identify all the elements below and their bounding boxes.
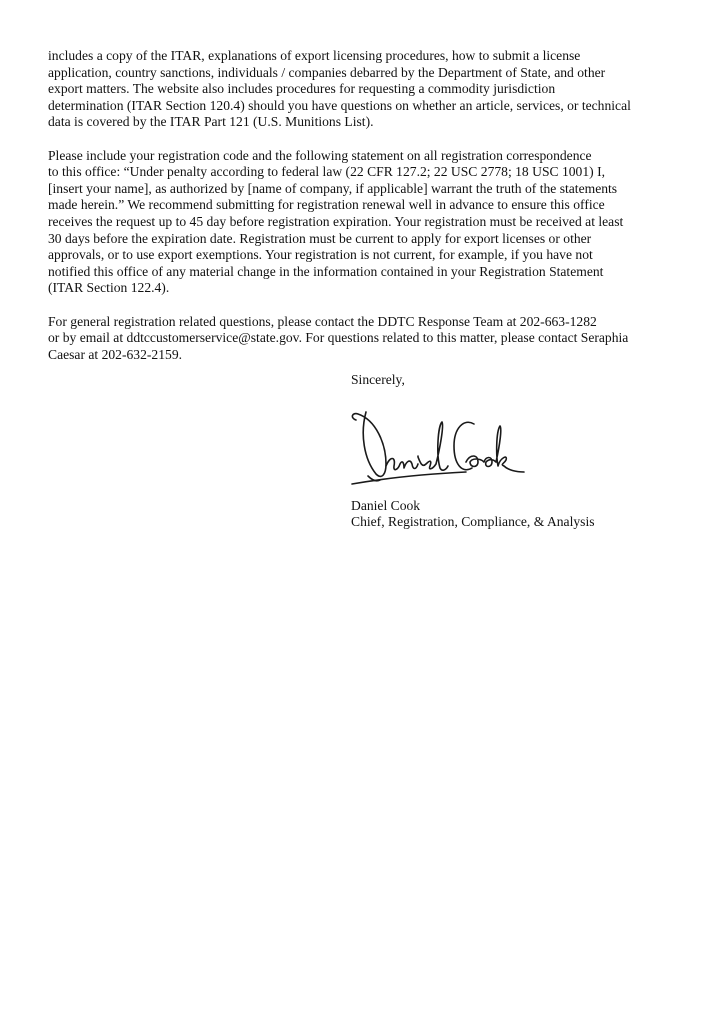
letter-closing: Sincerely,: [351, 372, 405, 387]
signer-title: Chief, Registration, Compliance, & Analysis: [351, 514, 595, 529]
signer-name: Daniel Cook: [351, 498, 421, 513]
paragraph-website-info: includes a copy of the ITAR, explanations of export licensing procedures, how to submit a license application, country sanctions, individuals / companies debarred by the Department of State, and other export matters. The website also includes procedures for requesting a commodity jurisdiction determination (ITAR Section 120.4) should you have questions on whether an article, services, or technical data is covered by the ITAR Part 121 (U.S. Munitions List).: [48, 48, 631, 130]
handwritten-signature: [346, 404, 536, 494]
paragraph-contact-info: For general registration related questions, please contact the DDTC Response Team at 202-663-1282 or by email at ddtccustomerservice@state.gov. For questions related to this matter, please contact Seraphia Caesar at 202-632-2159.: [48, 313, 629, 362]
paragraph-registration-statement: Please include your registration code and the following statement on all registration correspondence to this office: “Under penalty according to federal law (22 CFR 127.2; 22 USC 2778; 18 USC 1001) I, [insert your name], as authorized by [name of company, if applicable] warrant the truth of the statements made herein.” We recommend submitting for registration renewal well in advance to ensure this office receives the request up to 45 day before registration expiration. Your registration must be received at least 30 days before the expiration date. Registration must be current to apply for export licenses or other approvals, or to use export exemptions. Your registration is not current, for example, if you have not notified this office of any material change in the information contained in your Registration Statement (ITAR Section 122.4).: [48, 147, 624, 296]
letter-body: [48, 48, 680, 380]
